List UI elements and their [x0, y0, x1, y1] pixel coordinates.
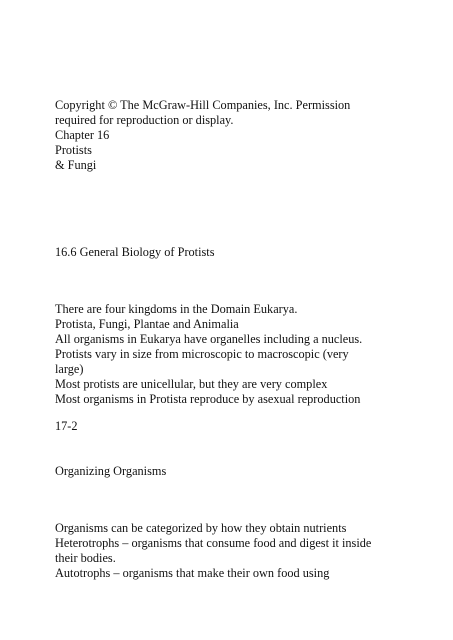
chapter-label: Chapter 16	[55, 128, 110, 142]
protists-point-3: All organisms in Eukarya have organelles including a nucleus.	[55, 332, 363, 346]
chapter-title-line-2: & Fungi	[55, 158, 97, 172]
chapter-title-line-1: Protists	[55, 143, 92, 157]
protists-point-1: There are four kingdoms in the Domain Eukarya.	[55, 302, 298, 316]
slide-number: 17-2	[55, 419, 78, 433]
protists-point-6: Most organisms in Protista reproduce by asexual reproduction	[55, 392, 361, 406]
organizing-point-3: Autotrophs – organisms that make their own food using	[55, 566, 330, 580]
protists-point-2: Protista, Fungi, Plantae and Animalia	[55, 317, 239, 331]
organizing-heading: Organizing Organisms	[55, 464, 167, 478]
protists-point-4-continued: large)	[55, 362, 84, 376]
protists-point-5: Most protists are unicellular, but they are very complex	[55, 377, 328, 391]
organizing-point-2: Heterotrophs – organisms that consume food and digest it inside	[55, 536, 372, 550]
copyright-line-1: Copyright © The McGraw-Hill Companies, Inc. Permission	[55, 98, 351, 112]
section-heading: 16.6 General Biology of Protists	[55, 245, 215, 259]
organizing-point-2-continued: their bodies.	[55, 551, 116, 565]
copyright-line-2: required for reproduction or display.	[55, 113, 234, 127]
protists-point-4: Protists vary in size from microscopic to macroscopic (very	[55, 347, 349, 361]
organizing-point-1: Organisms can be categorized by how they obtain nutrients	[55, 521, 347, 535]
